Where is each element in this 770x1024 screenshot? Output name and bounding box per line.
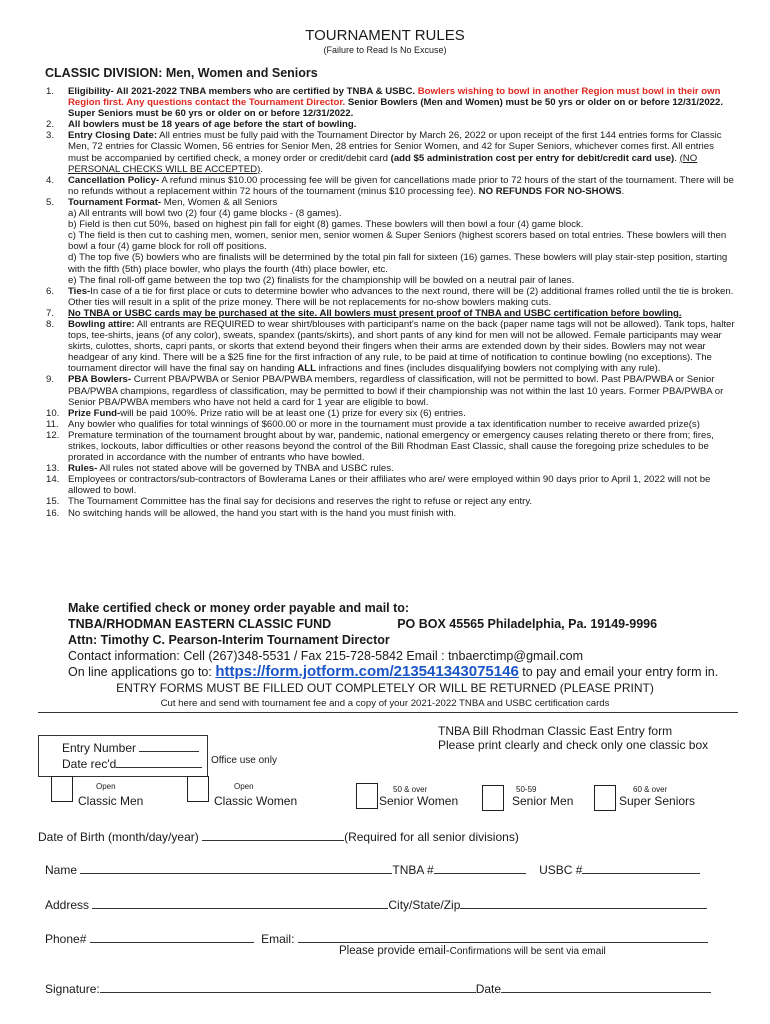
classic-women-label: Classic Women bbox=[214, 794, 298, 808]
senior-men-checkbox[interactable] bbox=[482, 785, 504, 811]
form-title: TNBA Bill Rhodman Classic East Entry form Please print clearly and check only one classic box bbox=[438, 724, 709, 752]
senior-women-label: Senior Women bbox=[379, 794, 459, 808]
online-application: On line applications go to: https://form.jotform.com/213541343075146 to pay and email your entry form in. bbox=[68, 663, 719, 680]
rule-5: 5. Tournament Format- Men, Women & all Seniors a) All entrants will bowl two (2) four (4) game blocks - (8 games). b) Field is then cut 50%, based on highest pin fall for eight (8) games. These bowlers will then bowl a four (4) game block. c) The field is then cut to cashing men, women, senior men, senior women & Super Seniors (highest scorers based on total entries. These bowlers will then bowl a four (4) game block for roll off positions. d) The top five (5) bowlers who are finalists will be determined by the total pin fall for sixteen (16) games. These bowlers will play stair-step position, starting with the fifth (5th) place bowler, who plays the fourth (4th) place bowler, etc. e) The final roll-off game between the top two (2) finalists for the championship will be bowled on a neutral pair of lanes. bbox=[46, 196, 728, 286]
mailing-address: TNBA/RHODMAN EASTERN CLASSIC FUND PO BOX 45565 Philadelphia, Pa. 19149-9996 bbox=[68, 617, 658, 631]
email-note: Please provide email-Confirmations will be sent via email bbox=[339, 945, 606, 957]
rule-14: 14. Employees or contractors/sub-contractors of Bowlerama Lanes or their affiliates who are/ were employed within 90 days prior to April 1, 2022 will not be allowed to bowl. bbox=[46, 474, 711, 497]
rule-3: 3. Entry Closing Date: All entries must be fully paid with the Tournament Director by March 26, 2022 or upon receipt of the first 144 entries forms for Classic Men, 72 entries for Classic Women, 56 entries for Senior Men, 28 entries for Senior Women, and 42 for Super Seniors, whichever comes first. All entries must be accompanied by certified check, a money order or credit/debit card (add $5 administration cost per entry for debit/credit card use). (NO PERSONAL CHECKS WILL BE ACCEPTED). bbox=[46, 130, 722, 175]
contact-block bbox=[68, 648, 718, 680]
rule-8: 8. Bowling attire: All entrants are REQUIRED to wear shirt/blouses with participant's name on the back (paper name tags will not be allowed). Tank tops, halter tops, tee-shirts, jeans (of any color), sweats, spandex (pants/skirts), and short pants of any kind for men will not be allowed. Female participants may wear skirts, culottes, shorts, capri pants, or skorts that extend beyond their fingers when their arms are extended down by their sides. Bowlers may not wear headgear of any kind. There will be a $25 fine for the first infraction of any rule, to be paid at time of notification to continue bowling (no exceptions). The tournament director will have the final say on handing ALL infractions and fines (includes disqualifying bowlers not complying with any rule). bbox=[46, 318, 735, 375]
rule-10: 10. Prize Fund-will be paid 100%. Prize ratio will be at least one (1) prize for every six (6) entries. bbox=[46, 407, 466, 419]
rule-6: 6. Ties-In case of a tie for first place or cuts to determine bowler who advances to the next round, there will be (2) additional frames rolled until the tie is broken. Other ties will result in a split of the prize money. There will be not replacements for no-show bowlers making cuts. bbox=[46, 285, 734, 308]
usbc-field[interactable] bbox=[582, 861, 700, 874]
signature-field[interactable] bbox=[100, 980, 476, 993]
name-row: Name TNBA # USBC # bbox=[45, 861, 700, 877]
rule-11: 11. Any bowler who qualifies for total winnings of $600.00 or more in the tournament must provide a tax identification number to receive awarded prize(s) bbox=[46, 418, 700, 430]
address-field[interactable] bbox=[92, 896, 388, 909]
signature-row: Signature: Date bbox=[45, 980, 711, 996]
tnba-field[interactable] bbox=[434, 861, 526, 874]
senior-women-checkbox[interactable] bbox=[356, 783, 378, 809]
rule-7: 7. No TNBA or USBC cards may be purchased at the site. All bowlers must present proof of TNBA and USBC certification before bowling. bbox=[46, 307, 682, 319]
page-subtitle: (Failure to Read Is No Excuse) bbox=[323, 45, 447, 55]
rule-9: 9. PBA Bowlers- Current PBA/PWBA or Senior PBA/PWBA members, regardless of classification, will not be permitted to bowl. Past PBA/PWBA or Senior PBA/PWBA champions, regardless of classification, may be permitted to bowl if their championship was not within the last 10 years. Former PBA/PWBA or Senior PBA/PWBA members who have not held a card for 1 year are eligible to bowl. bbox=[46, 374, 724, 408]
email-field[interactable] bbox=[298, 930, 708, 943]
entry-notice: ENTRY FORMS MUST BE FILLED OUT COMPLETELY OR WILL BE RETURNED (PLEASE PRINT) bbox=[116, 681, 654, 695]
date-field[interactable] bbox=[501, 980, 711, 993]
senior-men-label: Senior Men bbox=[512, 794, 574, 808]
dob-row: Date of Birth (month/day/year) (Required for all senior divisions) bbox=[38, 830, 519, 844]
jotform-link[interactable]: https://form.jotform.com/213541343075146 bbox=[215, 663, 519, 680]
super-seniors-label: Super Seniors bbox=[619, 794, 696, 808]
name-field[interactable] bbox=[80, 861, 392, 874]
dob-field[interactable] bbox=[202, 828, 344, 841]
city-state-zip-field[interactable] bbox=[460, 896, 707, 909]
office-entry-box: Entry Number Date rec'd bbox=[38, 735, 208, 777]
mailing-block bbox=[68, 600, 657, 648]
phone-field[interactable] bbox=[90, 930, 254, 943]
address-row: Address City/State/Zip bbox=[45, 896, 707, 912]
classic-men-checkbox[interactable] bbox=[51, 776, 73, 802]
mailing-instruction: Make certified check or money order payable and mail to: bbox=[68, 601, 410, 615]
division-heading: CLASSIC DIVISION: Men, Women and Seniors bbox=[45, 66, 318, 80]
contact-info: Contact information: Cell (267)348-5531 / Fax 215-728-5842 Email : tnbaerctimp@gmail.com bbox=[68, 649, 584, 663]
rule-13: 13. Rules- All rules not stated above will be governed by TNBA and USBC rules. bbox=[46, 463, 394, 475]
rule-16: 16. No switching hands will be allowed, the hand you start with is the hand you must finish with. bbox=[46, 507, 457, 519]
rules-list bbox=[46, 86, 736, 519]
classic-women-checkbox[interactable] bbox=[187, 776, 209, 802]
rule-2: 2. All bowlers must be 18 years of age before the start of bowling. bbox=[46, 119, 357, 131]
office-use-label: Office use only bbox=[211, 755, 277, 766]
cut-notice: Cut here and send with tournament fee and a copy of your 2021-2022 TNBA and USBC certification cards bbox=[160, 698, 610, 709]
page-title: TOURNAMENT RULES bbox=[305, 27, 465, 44]
rule-15: 15. The Tournament Committee has the final say for decisions and reserves the right to refuse or reject any entry. bbox=[46, 496, 533, 508]
rule-12: 12. Premature termination of the tournament brought about by war, pandemic, national emergency or emergency causes relating thereto or there from; fires, strikes, lockouts, labor difficulties or other reasons beyond the control of the Bill Rhodman East Classic, shall cause the foregoing prize schedules to be prorated in accordance with the number of entrants who have bowled. bbox=[46, 429, 714, 464]
rule-4: 4. Cancellation Policy- A refund minus $10.00 processing fee will be given for cancellations made prior to 72 hours of the start of the tournament. There will be no refunds without a replacement within 72 hours of the tournament (minus $10 processing fee). NO REFUNDS FOR NO-SHOWS. bbox=[46, 174, 734, 197]
classic-men-label: Classic Men bbox=[78, 794, 144, 808]
super-seniors-checkbox[interactable] bbox=[594, 785, 616, 811]
rule-1: 1. Eligibility- All 2021-2022 TNBA members who are certified by TNBA & USBC. Bowlers wishing to bowl in another Region must bowl in their own Region first. Any questions contact the Tournament Director. Senior Bowlers (Men and Women) must be 50 yrs or older on or before 12/31/2022. Super Seniors must be 60 yrs or older on or before 12/31/2022. bbox=[46, 86, 724, 120]
mailing-attn: Attn: Timothy C. Pearson-Interim Tournament Director bbox=[68, 633, 390, 647]
phone-row: Phone# Email: bbox=[45, 930, 708, 946]
cut-divider bbox=[38, 712, 738, 713]
